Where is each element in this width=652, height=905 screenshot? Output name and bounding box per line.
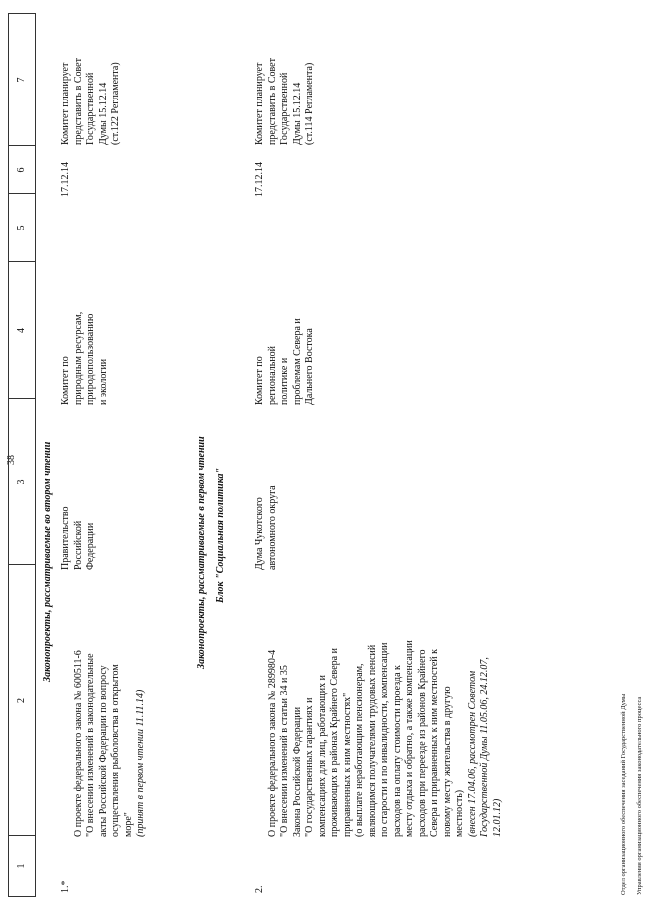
block-title: Блок "Социальная политика" — [215, 467, 226, 603]
row-1-comment: Комитет планирует представить в Совет Государственной Думы 15.12.14 (ст.122 Регламента) — [60, 58, 121, 145]
section-title-first-reading: Законопроекты, рассматриваемые в первом чтении — [196, 436, 207, 669]
header-cell-3: 3 — [9, 398, 35, 565]
row-2-number: 2. — [254, 885, 265, 893]
header-cell-5: 5 — [9, 193, 35, 262]
header-cell-1: 1 — [9, 835, 35, 896]
row-2-description-text: О проекте федерального закона № 289980-4 "О внесении изменений в статьи 34 и 35 Закона Российской Федерации "О государственных гарантиях и компенсациях для лиц, работающих и проживающих в районах Крайнего Севера и приравненных к ним местностях" (о выплате неработающим пенсионерам, являющимся получателями трудовых пенсий по старости и по инвалидности, компенсации расходов на оплату стоимости проезда к месту отдыха и обратно, а также компенсации расходов при переезде из районов Крайнего Севера и приравненных к ним местностей к новому месту жительства в другую местность) — [266, 640, 465, 837]
section-title-second-reading: Законопроекты, рассматриваемые во втором чтении — [42, 441, 53, 682]
row-1-note: (принят в первом чтении 11.11.14) — [135, 689, 146, 837]
header-cell-4: 4 — [9, 261, 35, 399]
header-cell-7: 7 — [16, 77, 27, 83]
page-number: 38 — [6, 455, 17, 465]
row-1-number: 1.* — [60, 880, 71, 893]
row-1-description — [60, 573, 160, 837]
row-2-committee: Комитет по региональной политике и проблемам Севера и Дальнего Востока — [254, 318, 315, 405]
header-cell-6: 6 — [9, 145, 35, 194]
row-1-date: 17.12.14 — [60, 162, 71, 197]
row-2-date: 17.12.14 — [254, 162, 265, 197]
footer — [612, 694, 652, 895]
footer-line-1: Отдел организационного обеспечения заседаний Государственной Думы — [620, 693, 627, 895]
row-2-note: (внесен 17.04.06, рассмотрен Советом Государственной Думы 11.05.06, 24.12.07, 12.01.12) — [466, 657, 503, 837]
row-1-committee: Комитет по природным ресурсам, природопользованию и экологии — [60, 311, 109, 405]
row-1-description-text: О проекте федерального закона № 600511-6 "О внесении изменений в законодательные акты Российской Федерации по вопросу осуществления рыболовства в открытом море" — [72, 650, 134, 837]
row-2-comment: Комитет планирует представить в Совет Государственной Думы 15.12.14 (ст.114 Регламента) — [254, 58, 315, 145]
header-cell-2: 2 — [9, 564, 35, 836]
row-2-initiator: Дума Чукотского автономного округа — [254, 485, 278, 570]
row-2-description — [254, 573, 517, 837]
table-header-row — [8, 13, 36, 897]
row-1-initiator: Правительство Российской Федерации — [60, 506, 96, 570]
footer-line-2: Управления организационного обеспечения законодательного процесса — [636, 696, 643, 895]
